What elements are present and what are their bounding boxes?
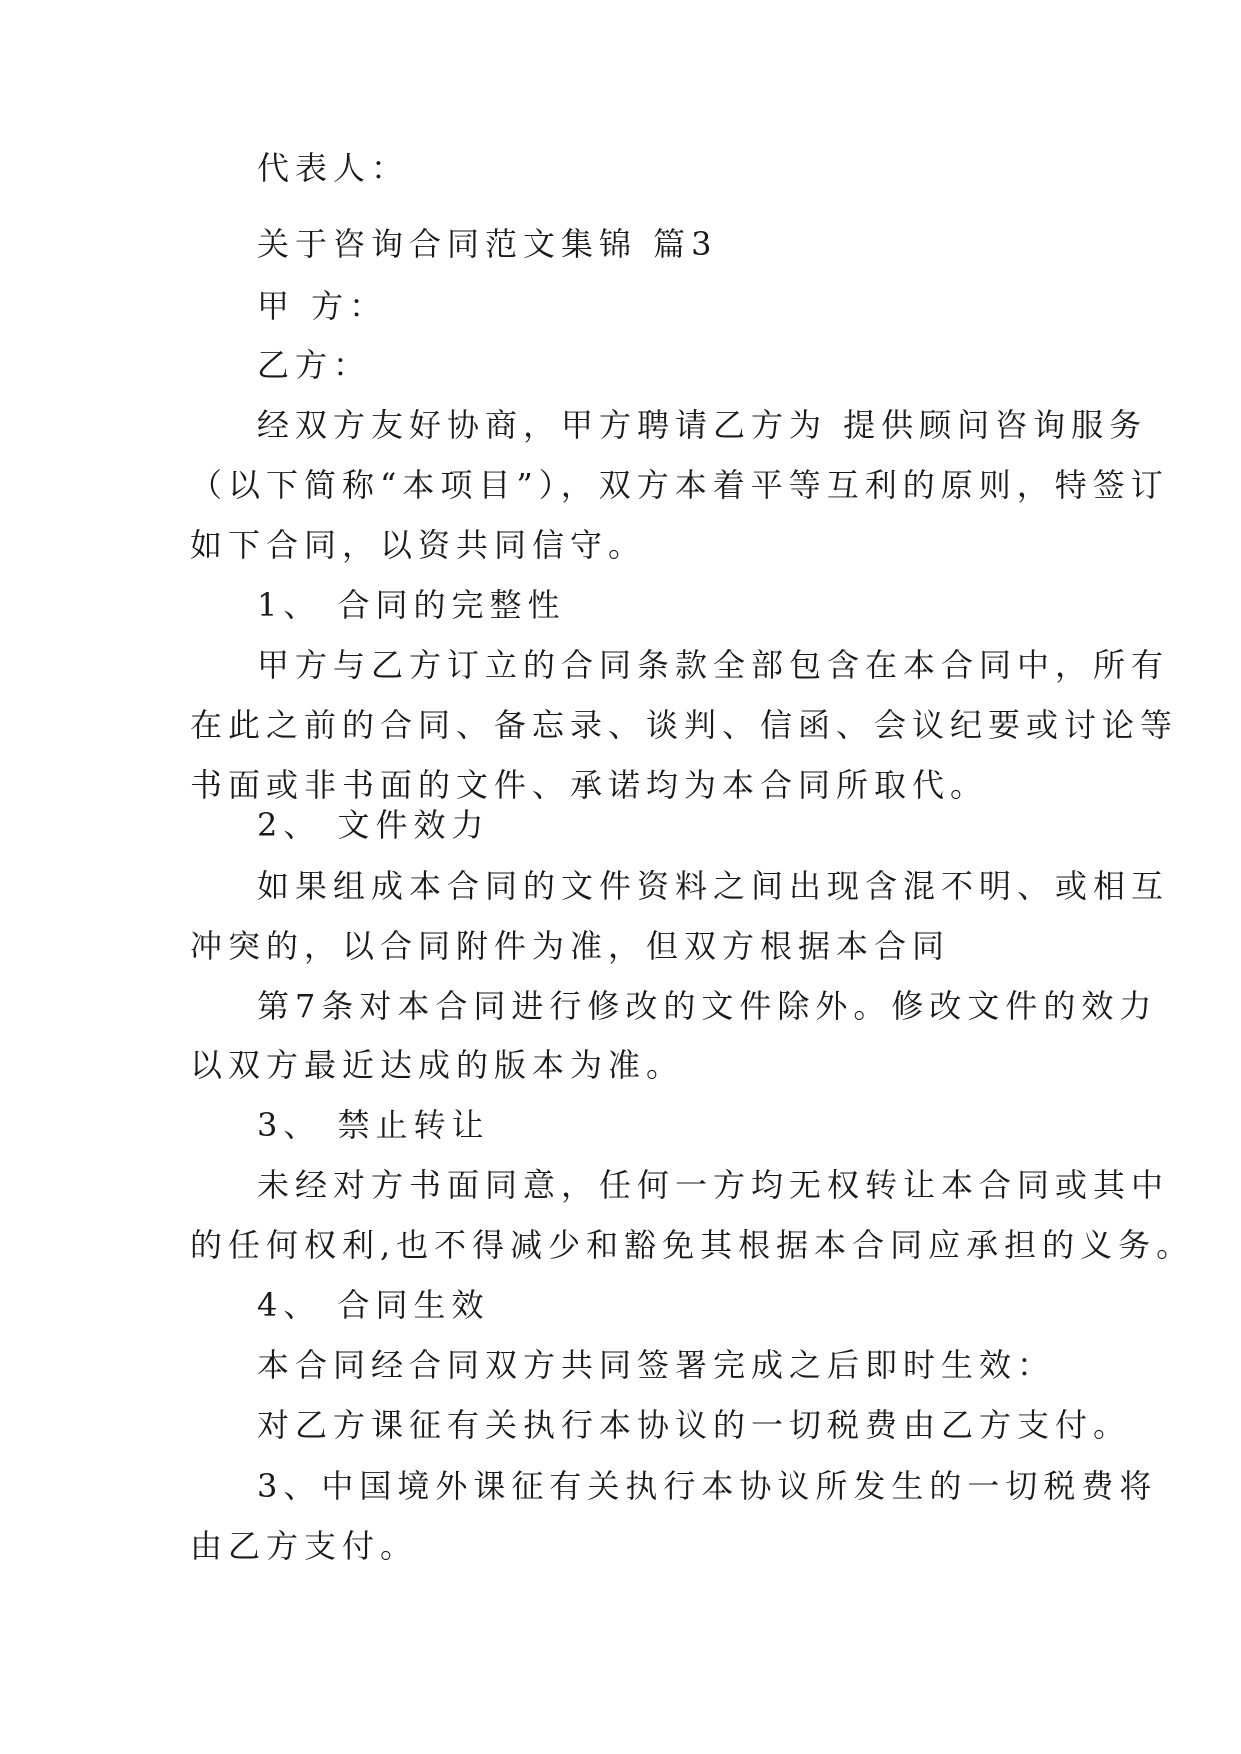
- paragraph-line: 在此之前的合同、备忘录、谈判、信函、会议纪要或讨论等: [190, 706, 1179, 744]
- paragraph-line: 甲方与乙方订立的合同条款全部包含在本合同中，所有: [257, 646, 1170, 684]
- paragraph-line: 第7条对本合同进行修改的文件除外。修改文件的效力: [257, 987, 1158, 1025]
- clause-heading: 1、 合同的完整性: [257, 586, 566, 624]
- paragraph-line: 对乙方课征有关执行本协议的一切税费由乙方支付。: [257, 1406, 1132, 1444]
- clause-heading: 3、 禁止转让: [257, 1106, 490, 1144]
- party-a-label: 甲 方：: [257, 287, 388, 325]
- paragraph-line: 以双方最近达成的版本为准。: [190, 1046, 685, 1084]
- party-b-label: 乙方：: [257, 346, 372, 384]
- paragraph-line: 冲突的，以合同附件为准，但双方根据本合同: [190, 927, 951, 965]
- paragraph-line: 如下合同，以资共同信守。: [190, 526, 647, 564]
- paragraph-line: 本合同经合同双方共同签署完成之后即时生效：: [257, 1346, 1056, 1384]
- paragraph-line: 经双方友好协商，甲方聘请乙方为 提供顾问咨询服务: [257, 406, 1148, 444]
- paragraph-line: 由乙方支付。: [190, 1527, 419, 1565]
- section-heading: 关于咨询合同范文集锦 篇3: [257, 225, 718, 263]
- paragraph-line: 书面或非书面的文件、承诺均为本合同所取代。: [190, 766, 989, 804]
- paragraph-line: 3、中国境外课征有关执行本协议所发生的一切税费将: [257, 1467, 1158, 1505]
- paragraph-line: （以下简称“本项目”），双方本着平等互利的原则，特签订: [190, 466, 1169, 504]
- paragraph-line: 如果组成本合同的文件资料之间出现含混不明、或相互: [257, 867, 1170, 905]
- clause-heading: 2、 文件效力: [257, 806, 490, 844]
- representative-label: 代表人：: [257, 149, 410, 187]
- clause-heading: 4、 合同生效: [257, 1286, 490, 1324]
- paragraph-line: 的任何权利,也不得减少和豁免其根据本合同应承担的义务。: [190, 1226, 1195, 1264]
- paragraph-line: 未经对方书面同意，任何一方均无权转让本合同或其中: [257, 1166, 1170, 1204]
